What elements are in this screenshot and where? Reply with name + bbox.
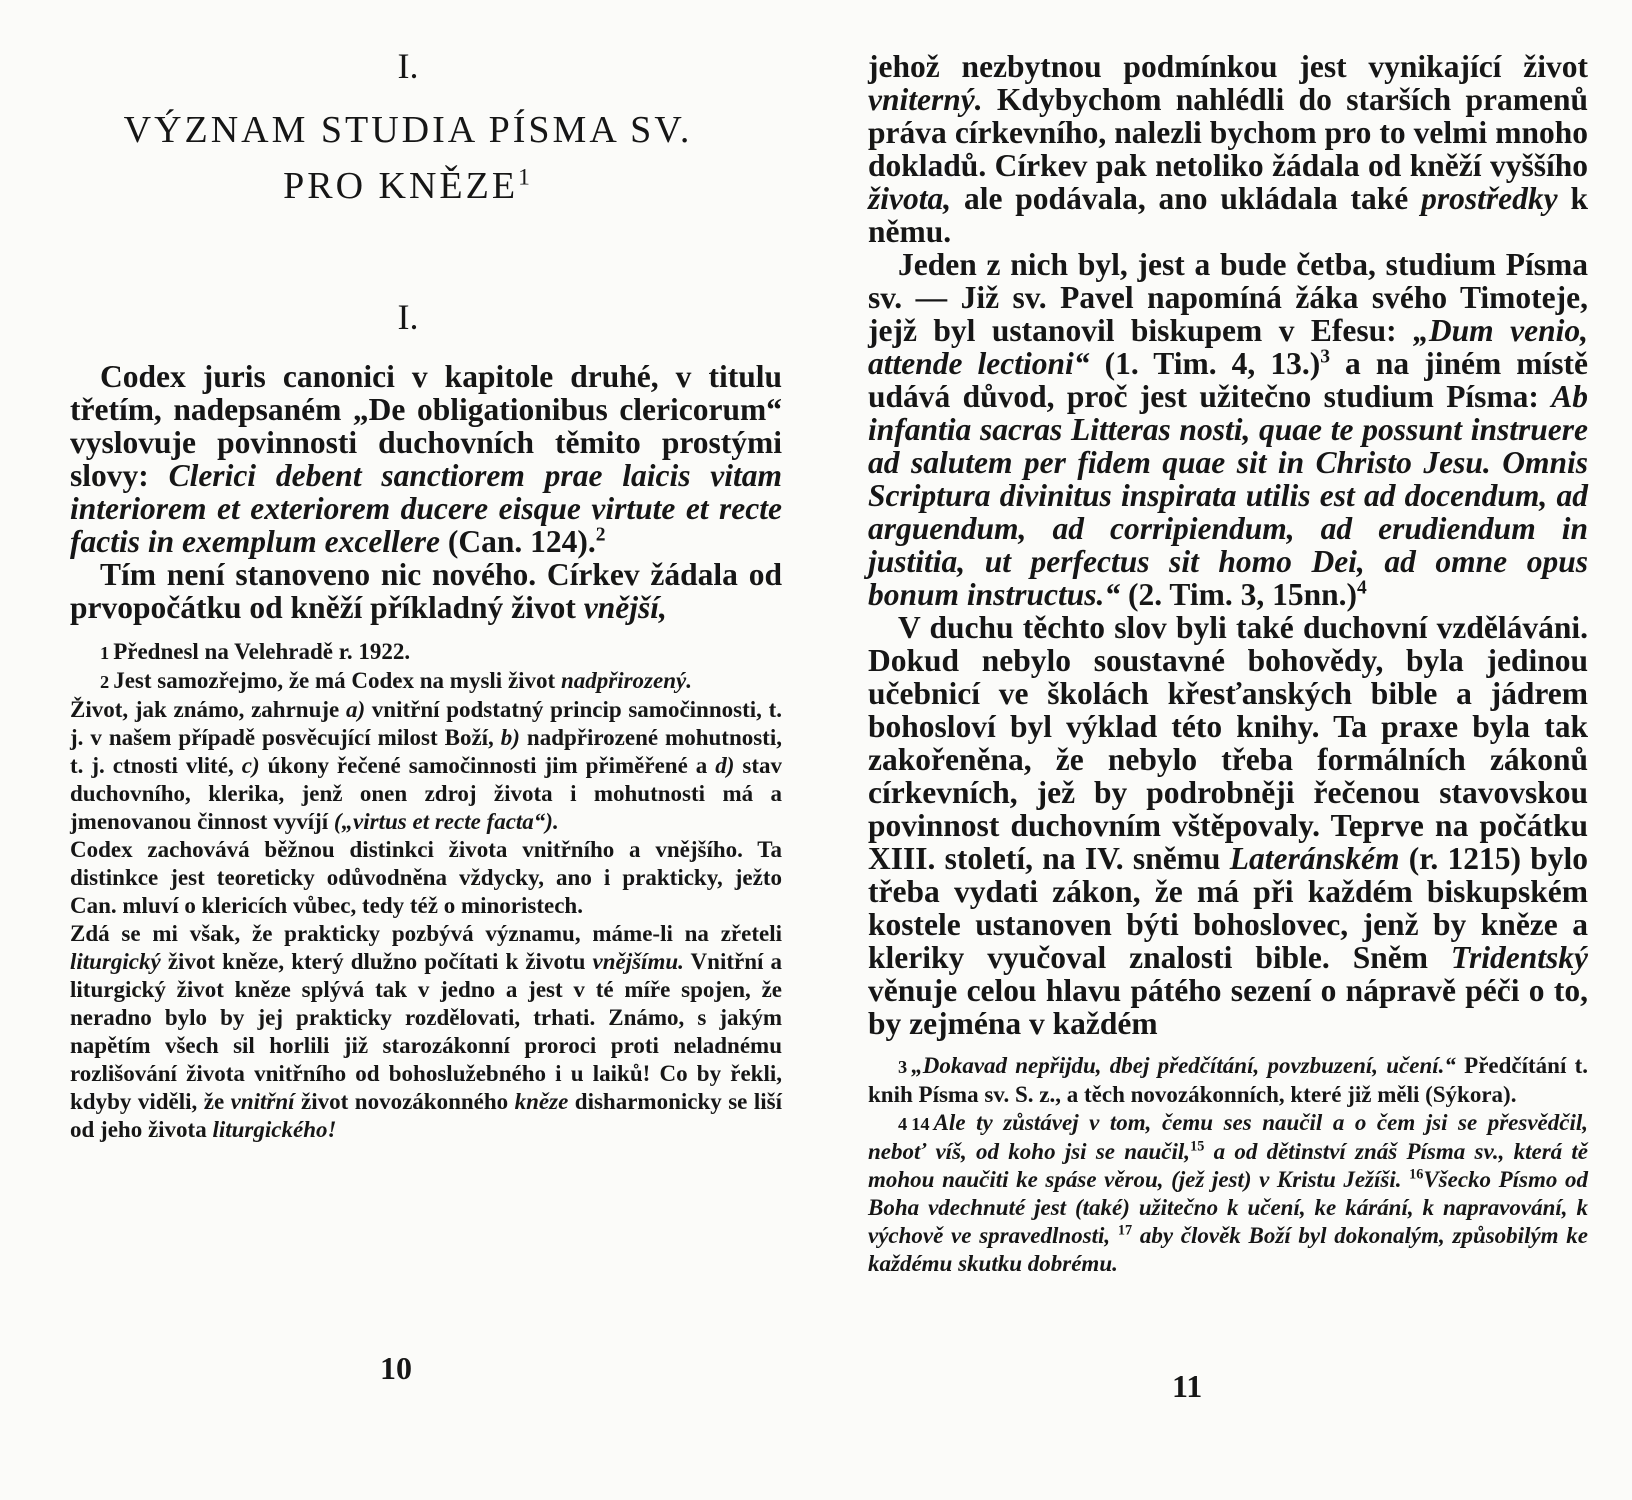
title-footnote-ref: 1 — [518, 164, 533, 191]
right-footnotes — [868, 1052, 1588, 1278]
section-numeral: I. — [397, 297, 419, 337]
footnote-ref: 4 — [1357, 577, 1367, 599]
right-page — [816, 0, 1632, 1500]
footnote-ref: 2 — [595, 524, 606, 546]
right-body — [868, 50, 1588, 1278]
chapter-title-line2: PRO KNĚZE$^1$ — [283, 164, 533, 207]
footnote-2-paragraph: Zdá se mi však, že prakticky pozbývá významu, máme-li na zřeteli liturgický život kněze, který dlužno počítati k životu vnějšímu. Vnitřní a liturgický život kněze splývá tak v jedno a jest v té míře spojen, že neradno bylo by jej prakticky rozdělovati, trhati. Známo, s jakým napětím všech sil horlili již starozákonní proroci proti neladnému rozlišování života vnitřního od bohoslužebného i u laiků! Co by řekli, kdyby viděli, že vnitřní život novozákonného kněze disharmonicky se liší od jeho života liturgického! — [70, 921, 782, 1142]
footnote-2: 2 Jest samozřejmo, že má Codex na mysli život nadpřirozený. — [100, 668, 692, 693]
chapter-title-line1: VÝZNAM STUDIA PÍSMA SV. — [123, 109, 693, 151]
page-number-right: 11 — [1172, 1368, 1203, 1404]
paragraph: jehož nezbytnou podmínkou jest vynikající život vniterný. Kdybychom nahlédli do starších pramenů práva církevního, nalezli bychom pro to velmi mnoho dokladů. Církev pak netoliko žádala od kněží vyššího života, ale podávala, ano ukládala také prostředky k němu. — [868, 49, 1588, 249]
paragraph: Jeden z nich byl, jest a bude četba, studium Písma sv. — Již sv. Pavel napomíná žáka svého Timoteje, jejž byl ustanovil biskupem v Efesu: „Dum venio, attende lectioni“ (1. Tim. 4, 13.)$^3$ a na jiném místě udává důvod, proč jest užitečno studium Písma: Ab infantia sacras Litteras nosti, quae te possunt instruere ad salutem per fidem quae sit in Christo Jesu. Omnis Scriptura divinitus inspirata utilis est ad docendum, ad arguendum, ad corripiendum, ad erudiendum in justitia, ut perfectus sit homo Dei, ad omne opus bonum instructus.“ (2. Tim. 3, 15nn.)$^4$ — [868, 247, 1589, 612]
paragraph: V duchu těchto slov byli také duchovní vzděláváni. Dokud nebylo soustavné bohovědy, byla jedinou učebnicí ve školách křesťanských bible a jádrem bohosloví byl výklad této knihy. Ta praxe byla tak zakořeněna, že nebylo třeba formálních zákonů církevních, jež by podrobněji řečenou stavovskou povinnost duchovním vštěpovaly. Teprve na počátku XIII. století, na IV. sněmu Lateránském (r. 1215) bylo třeba vydati zákon, že má při každém biskupském kostele ustanoven býti bohoslovec, jenž by kněze a kleriky vyučoval znalosti bible. Sněm Tridentský věnuje celou hlavu pátého sezení o nápravě péči o to, by zejména v každém — [868, 610, 1588, 1041]
footnote-4: 4 14 Ale ty zůstávej v tom, čemu ses naučil a o čem jsi se přesvědčil, neboť víš, od koho jsi se naučil,$^{15}$ a od dětinství znáš Písma sv., která tě mohou naučiti ke spáse věrou, (jež jest) v Kristu Ježíši. $^{16}$Všecko Písmo od Boha vdechnuté jest (také) užitečno k učení, ke kárání, k napravování, k výchově ve spravedlnosti, $^{17}$ aby člověk Boží byl dokonalým, způsobilým ke každému skutku dobrému. — [868, 1110, 1588, 1276]
footnote-ref: 3 — [1320, 346, 1330, 368]
footnote-3: 3 „Dokavad nepřijdu, dbej předčítání, povzbuzení, učení.“ Předčítání t. knih Písma sv. S. z., a těch novozákonních, které již měli (Sýkora). — [868, 1053, 1589, 1107]
footnote-2-paragraph: Codex zachovává běžnou distinkci života vnitřního a vnějšího. Ta distinkce jest teoreticky odůvodněna vždycky, ano i prakticky, ježto Can. mluví o klericích vůbec, tedy též o minoristech. — [70, 837, 782, 918]
paragraph: Codex juris canonici v kapitole druhé, v titulu třetím, nadepsaném „De obligationibus clericorum“ vyslovuje povinnosti duchovních těmito prostými slovy: Clerici debent sanctiorem prae laicis vitam interiorem et exteriorem ducere eisque virtute et recte factis in exemplum excellere (Can. 124).$^2$ — [70, 359, 783, 559]
paragraph: Tím není stanoveno nic nového. Církev žádala od prvopočátku od kněží příkladný život vnější, — [70, 557, 782, 625]
page-number-left: 10 — [380, 1350, 412, 1386]
footnote-1: 1 Přednesl na Velehradě r. 1922. — [100, 639, 411, 664]
chapter-title — [0, 102, 816, 214]
left-footnotes — [70, 638, 782, 1144]
chapter-numeral: I. — [397, 46, 419, 86]
left-body — [70, 360, 782, 1144]
footnote-2-paragraph: Život, jak známo, zahrnuje a) vnitřní podstatný princip samočinnosti, t. j. v našem případě posvěcující milost Boží, b) nadpřirozené mohutnosti, t. j. ctnosti vlité, c) úkony řečené samočinnosti jim přiměřené a d) stav duchovního, klerika, jenž onen zdroj života i mohutnosti má a jmenovanou činnost vyvíjí („virtus et recte facta“). — [70, 697, 782, 834]
